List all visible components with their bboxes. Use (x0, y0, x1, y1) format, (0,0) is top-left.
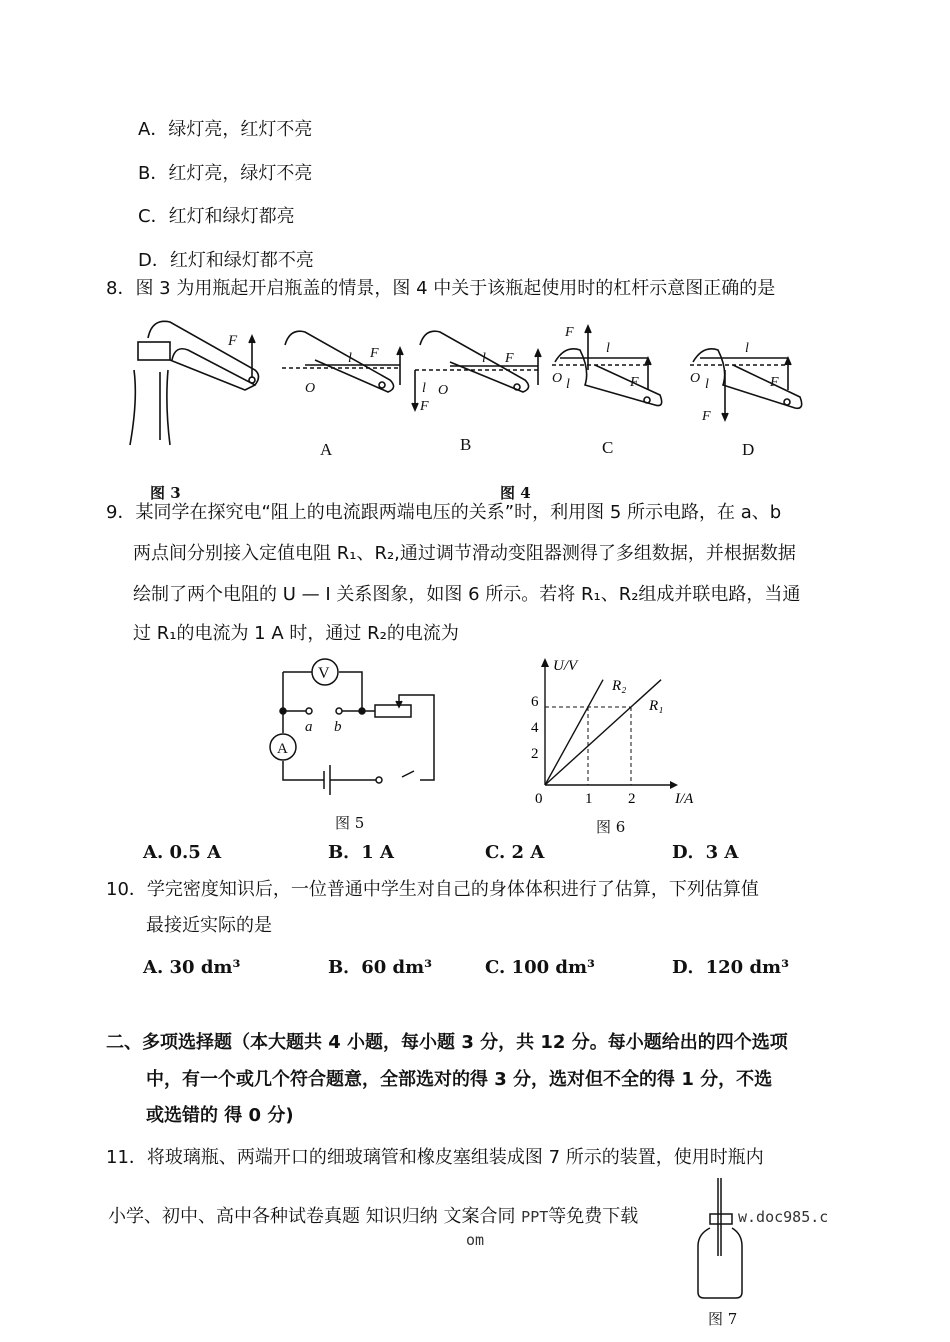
svg-text:l: l (705, 377, 709, 392)
figure-7-bottle (690, 1178, 750, 1298)
q10-option-c: C. 100 dm³ (485, 957, 595, 978)
q8-question: 8．图 3 为用瓶起开启瓶盖的情景，图 4 中关于该瓶起使用时的杠杆示意图正确的是 (106, 278, 776, 299)
q9-line-4: 过 R₁的电流为 1 A 时，通过 R₂的电流为 (133, 623, 459, 644)
figure-6-graph (525, 655, 695, 810)
y-axis-label: U/V (553, 658, 578, 674)
svg-text:a: a (305, 719, 313, 735)
x-tick-2: 2 (628, 791, 636, 807)
q7-option-d: D．红灯和绿灯都不亮 (138, 250, 314, 271)
q9-option-d: D．3 A (672, 842, 739, 863)
footer-url-part-1: w.doc985.c (738, 1208, 829, 1226)
y-tick-4: 4 (531, 720, 539, 736)
figure-3-caption: 图 3 (150, 484, 181, 502)
svg-text:l: l (566, 377, 570, 392)
svg-text:l: l (422, 381, 426, 396)
option-a-label: A (320, 440, 333, 459)
q10-option-d: D．120 dm³ (672, 957, 789, 978)
section-2-heading: 二、多项选择题（本大题共 4 小题，每小题 3 分，共 12 分。每小题给出的四个选项 (106, 1032, 788, 1053)
svg-text:F: F (702, 409, 711, 424)
q9-option-c: C. 2 A (485, 842, 545, 863)
svg-text:F: F (505, 351, 514, 366)
q7-option-b: B．红灯亮，绿灯不亮 (138, 163, 313, 184)
figure-6-caption: 图 6 (596, 818, 626, 836)
svg-text:V: V (318, 665, 330, 682)
x-axis-label: I/A (675, 791, 694, 807)
svg-text:l: l (745, 341, 749, 356)
x-tick-1: 1 (585, 791, 593, 807)
q7-option-a: A．绿灯亮，红灯不亮 (138, 119, 313, 140)
option-b-label: B (460, 435, 472, 454)
series-label-r2: R₂ (612, 678, 627, 694)
svg-text:F: F (370, 346, 379, 361)
svg-text:F: F (565, 325, 574, 340)
footer-text: 小学、初中、高中各种试卷真题 知识归纳 文案合同 PPT等免费下载 (108, 1206, 639, 1227)
q10-line-2: 最接近实际的是 (146, 915, 272, 936)
svg-text:l: l (348, 351, 352, 366)
figure-4-option-b (412, 331, 541, 454)
figure-5-caption: 图 5 (335, 814, 365, 832)
figure-4-option-c (552, 325, 662, 457)
option-d-label: D (742, 440, 755, 459)
q11-question: 11．将玻璃瓶、两端开口的细玻璃管和橡皮塞组装成图 7 所示的装置，使用时瓶内 (106, 1147, 764, 1168)
y-tick-2: 2 (531, 746, 539, 762)
q10-option-b: B．60 dm³ (328, 957, 433, 978)
q7-option-c: C．红灯和绿灯都亮 (138, 206, 295, 227)
q9-line-2: 两点间分别接入定值电阻 R₁、R₂,通过调节滑动变阻器测得了多组数据，并根据数据 (133, 543, 796, 564)
svg-text:O: O (552, 371, 563, 386)
svg-text:F: F (228, 333, 238, 349)
svg-text:O: O (438, 383, 449, 398)
figure-3-bottle-opener (130, 321, 259, 445)
series-line-r1 (545, 680, 664, 785)
q10-line-1: 10．学完密度知识后，一位普通中学生对自己的身体体积进行了估算，下列估算值 (106, 879, 759, 900)
svg-text:l: l (482, 351, 486, 366)
svg-text:A: A (277, 741, 288, 757)
svg-text:O: O (305, 381, 316, 396)
figure-5-circuit (262, 655, 442, 835)
q9-line-1: 9．某同学在探究电“阻上的电流跟两端电压的关系”时，利用图 5 所示电路，在 a、b (106, 502, 782, 523)
svg-text:F: F (770, 375, 779, 390)
lever-figures (120, 310, 820, 480)
q9-line-3: 绘制了两个电阻的 U — I 关系图象，如图 6 所示。若将 R₁、R₂组成并联电路，当通 (133, 584, 801, 605)
q9-option-a: A. 0.5 A (143, 842, 222, 863)
q9-option-b: B．1 A (328, 842, 394, 863)
figure-4-option-d (690, 341, 802, 459)
svg-text:O: O (690, 371, 701, 386)
series-label-r1: R₁ (649, 698, 664, 714)
option-c-label: C (602, 438, 614, 457)
section-2-line-2: 中，有一个或几个符合题意，全部选对的得 3 分，选对但不全的得 1 分，不选 (146, 1069, 773, 1090)
figure-4-caption: 图 4 (500, 484, 531, 502)
svg-text:l: l (606, 341, 610, 356)
svg-text:F: F (420, 399, 429, 414)
figure-4-option-a (282, 331, 403, 459)
svg-text:F: F (630, 375, 639, 390)
y-tick-6: 6 (531, 694, 539, 710)
origin-label: 0 (535, 791, 543, 807)
section-2-line-3: 或选错的 得 0 分) (146, 1105, 294, 1126)
series-line-r2 (545, 680, 603, 785)
svg-text:b: b (334, 719, 342, 735)
q10-option-a: A. 30 dm³ (143, 957, 241, 978)
figure-7-caption: 图 7 (708, 1310, 738, 1328)
footer-url-part-2: om (466, 1231, 485, 1249)
